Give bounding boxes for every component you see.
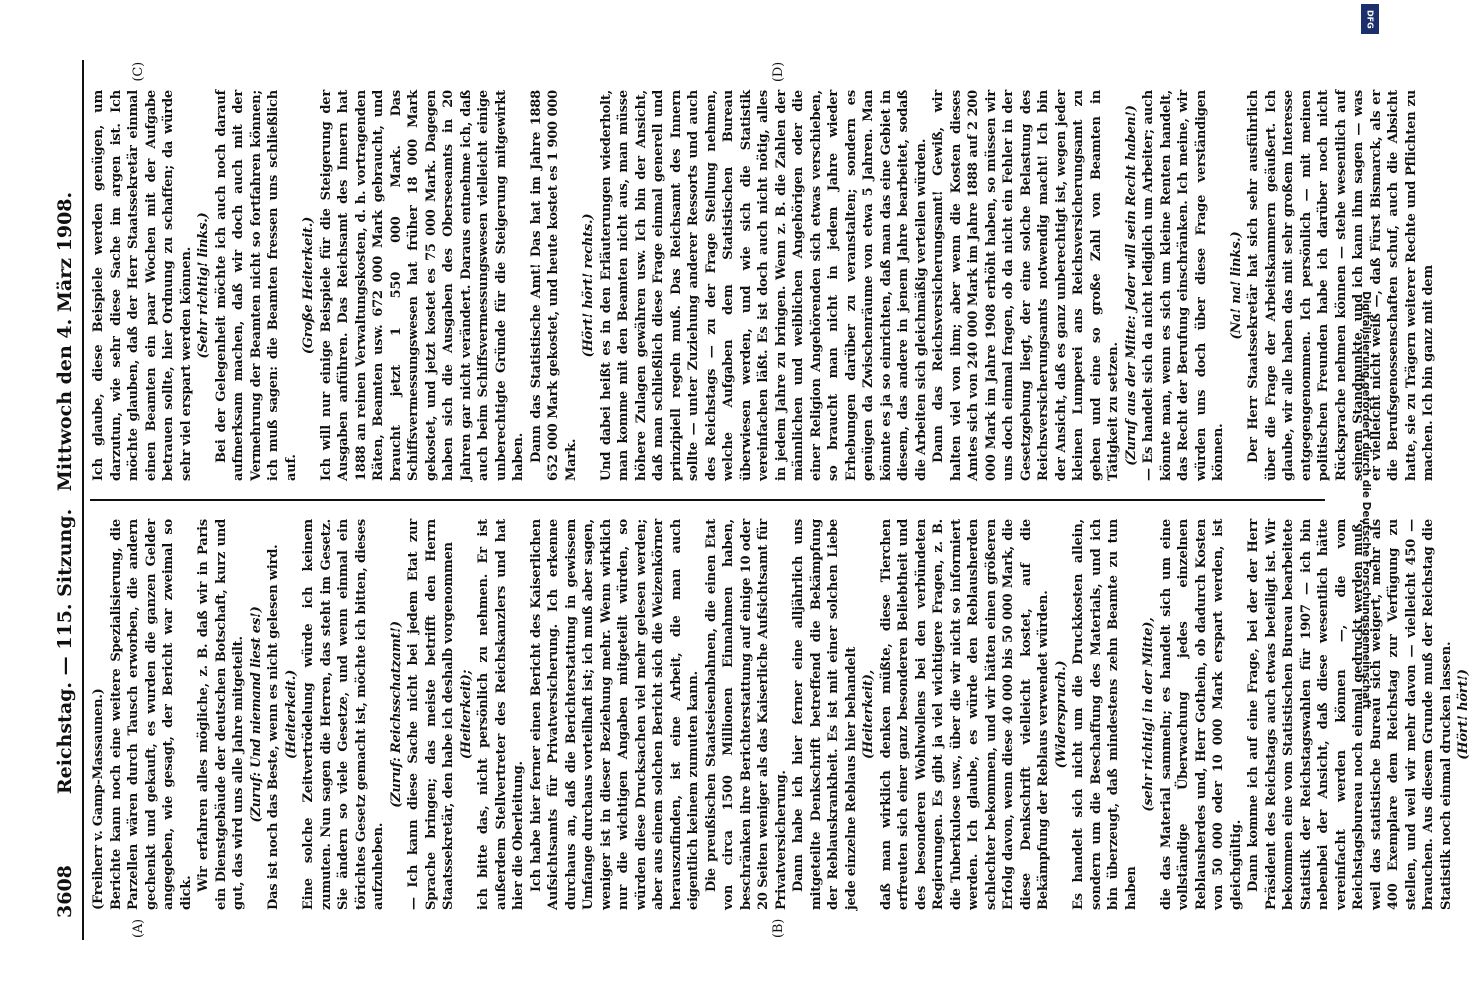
paragraph: die das Material sammeln; es handelt sich um eine vollständige Überwachung jedes einzelnen Reblausherdes und, Herr Gothein, ob dadurch Kosten von 50 000 oder 10 000 Mark erspart werden, ist gleichgültig. bbox=[1158, 519, 1244, 910]
paragraph: (Freiherr v. Gamp-Massaunen.) bbox=[91, 688, 106, 910]
paragraph: daß man wirklich denken müßte, diese Tierchen erfreuten sich einer ganz besonderen Beliebtheit und des besonderen Wohlwollens bei den verbündeten Regierungen. Es gibt ja viel wichtigere Fragen, z. B. die Tuberkulose usw., über die wir nicht so informiert werden. Ich glaube, es würde den Reblausherden schlechter bekommen, und wir hätten einen größeren Erfolg davon, wenn diese 40 000 bis 50 000 Mark, die diese Denkschrift vielleicht kostet, auf die Bekämpfung der Reblaus verwendet würden. bbox=[878, 519, 1051, 910]
interjection: (Heiterkeit); bbox=[458, 669, 474, 760]
paragraph: Dann komme ich auf eine Frage, bei der der Herr Präsident des Reichstags auch etwas beteiligt ist. Wir bekommen eine vom Statistischen Bureau bearbeitete Statistik der Reichstagswahlen für 1907 — ich bin nebenbei der Ansicht, daß diese wesentlich hätte vereinfacht werden können —, die vom Reichstagsbureau noch einmal gedruckt werden muß, weil das statistische Bureau sich weigert, mehr als 400 Exemplare dem Reichstag zur Verfügung zu stellen, und weil wir mehr davon — vielleicht 450 — brauchen. Aus diesem Grunde muß der Reichstag die Statistik noch einmal drucken lassen. bbox=[1246, 519, 1454, 910]
paragraph: Bei der Gelegenheit möchte ich auch noch darauf aufmerksam machen, daß wir doch auch mit der Vermehrung der Beamten nicht so fortfahren können; ich muß sagen: die Beamten fressen uns schließlich auf. bbox=[213, 90, 299, 481]
interjection: (Hört! hört! rechts.) bbox=[581, 213, 596, 358]
paragraph: ich bitte das, nicht persönlich zu nehmen. Er ist außerdem Stellvertreter des Reichskanzlers und hat hier die Oberleitung. bbox=[476, 519, 526, 910]
interjection: (Sehr richtig! links.) bbox=[196, 212, 211, 359]
date-label: Mittwoch den 4. März 1908. bbox=[54, 191, 76, 492]
interjection: (Heiterkeit), bbox=[861, 669, 876, 760]
paragraph: Der Herr Staatssekretär hat sich sehr ausführlich über die Frage der Arbeitskammern geäußert. Ich glaube, wir alle haben das mit sehr großem Interesse entgegengenommen. Ich persönlich — mit meinen politischen Freunden habe ich darüber noch nicht Rücksprache nehmen können — stehe wesentlich auf seinem Standpunkte, und ich kann ihm sagen — was er vielleicht nicht weiß —, daß Fürst Bismarck, als er die Berufsgenossenschaften schuf, auch die Absicht hatte, sie zu Trägern weiterer Rechte und Pflichten zu machen. Ich bin ganz mit dem bbox=[1246, 90, 1436, 481]
credit-text: Digitalisierung gefördert durch die Deutsche Forschungsgemeinschaft bbox=[1360, 291, 1372, 709]
paragraph: Ich will nur einige Beispiele für die Steigerung der Ausgaben anführen. Das Reichsamt des Innern hat 1888 an reinen Verwaltungskosten, d. h. vortragenden Räten, Beamten usw. 672 000 Mark gebraucht, und braucht jetzt 1 550 000 Mark. Das Schiffsvermessungswesen hat früher 18 000 Mark gekostet, und jetzt kostet es 75 000 Mark. Dagegen haben sich die Ausgaben des Oberseeamts in 20 Jahren gar nicht verändert. Daraus entnehme ich, daß auch beim Schiffsvermessungswesen vielleicht einige unberechtigte Gründe für die Steigerung mitgewirkt haben. bbox=[318, 90, 526, 481]
paragraph: — Es handelt sich da nicht lediglich um Arbeiter; auch könnte man, wenn es sich um kleine Renten handelt, das Recht der Berufung einschränken. Ich meine, wir würden uns doch über diese Frage verständigen können. bbox=[1141, 90, 1226, 481]
digitization-credit bbox=[1357, 8, 1379, 992]
paragraph: Ich habe hier ferner einen Bericht des Kaiserlichen Aufsichtsamts für Privatversicherung. Ich erkenne durchaus an, daß die Berichterstattung in gewissem Umfange durchaus vorteilhaft ist; ich muß aber sagen, weniger ist in dieser Beziehung mehr. Wenn wirklich nur die wichtigen Angaben mitgeteilt würden, so würden diese Drucksachen viel mehr gelesen werden; aber aus einem solchen Bericht sich die Weizenkörner herauszufinden, ist eine Arbeit, die man auch eigentlich keinem zumuten kann. bbox=[528, 519, 701, 910]
paragraph: Berichte kann noch eine weitere Spezialisierung, die Parzellen wären durch Tausch erworben, die andern gechenkt und gekauft, es wurden die ganzen Gelder angegeben, wie gesagt, der Bericht war zweimal so dick. bbox=[108, 519, 194, 910]
paragraph: Es handelt sich nicht um die Druckkosten allein, sondern um die Beschaffung des Materials, und ich bin überzeugt, daß mindestens zehn Beamte zu tun haben bbox=[1071, 519, 1139, 910]
interjection: (Große Heiterkeit.) bbox=[301, 216, 316, 355]
paragraph: — Ich kann diese Sache nicht bei jedem Etat zur Sprache bringen; das meiste betrifft den Herrn Staatssekretär, den habe ich deshalb vorgenommen bbox=[406, 519, 456, 910]
paragraph: Ich glaube, diese Beispiele werden genügen, um darzutun, wie sehr diese Sache im argen ist. Ich möchte glauben, daß der Herr Staatssekretär einmal einen Beamten ein paar Wochen mit der Aufgabe betrauen sollte, hier Ordnung zu schaffen; da würde sehr viel erspart werden können. bbox=[91, 90, 194, 481]
paragraph: Und dabei heißt es in den Erläuterungen wiederholt, man komme mit den Beamten nicht aus, man müsse höhere Zulagen gewähren usw. Ich bin der Ansicht, daß man schließlich diese Frage einmal generell und prinzipiell regeln muß. Das Reichsamt des Innern sollte — unter Zuziehung anderer Ressorts und auch des Reichstags — zu der Frage Stellung nehmen, welche Aufgaben dem Statistischen Bureau überwiesen werden, und wie sich die Statistik vereinfachen läßt. Es ist doch auch nicht nötig, alles in jedem Jahre zu bringen. Wenn z. B. die Zahlen der männlichen und weiblichen Angehörigen oder die einer Religion Angehörenden sich etwas verschieben, so braucht man nicht in jedem Jahre wieder Erhebungen darüber zu veranstalten; sondern es genügen da Zwischenräume von etwa 5 Jahren. Man könnte es ja so einrichten, daß man das eine Gebiet in diesem, das andere in jenem Jahre bearbeitet, sodaß die Arbeiten sich gleichmäßig verteilen würden. bbox=[598, 90, 929, 481]
dfg-logo: DFG bbox=[1361, 4, 1379, 34]
interjection: (Widerspruch.) bbox=[1053, 660, 1069, 769]
interjection: (Heiterkeit.) bbox=[283, 669, 299, 760]
marker-c: (C) bbox=[131, 62, 146, 82]
paragraph: Dann habe ich hier ferner eine alljährlich uns mitgeteilte Denkschrift betreffend die Bekämpfung der Reblauskrankheit. Es ist mit einer solchen Liebe jede einzelne Reblaus hier behandelt bbox=[791, 519, 859, 910]
paragraph: Wir erfahren alles mögliche, z. B. daß wir in Paris ein Dienstgebäude der deutschen Botschaft, kurz und gut, das wird uns alle Jahre mitgeteilt. bbox=[196, 519, 246, 910]
header-rule bbox=[82, 60, 84, 940]
left-column bbox=[90, 501, 1471, 940]
session-title bbox=[52, 60, 78, 940]
interjection: (Zuruf: Und niemand liest es!) bbox=[248, 606, 264, 823]
interjection: (Zuruf: Reichsschatzamt!) bbox=[388, 621, 404, 808]
interjection: (Zuruf aus der Mitte: Jeder will sein Recht haben!) bbox=[1123, 105, 1139, 466]
session-label: Reichstag. — 115. Sitzung. bbox=[54, 508, 76, 795]
paragraph: Das ist noch das Beste, wenn es nicht gelesen wird. bbox=[266, 544, 281, 910]
marker-d: (D) bbox=[771, 62, 786, 82]
interjection: (Hört! hört!) bbox=[1456, 669, 1471, 760]
paragraph: Dann das Reichsversicherungsamt! Gewiß, wir halten viel von ihm; aber wenn die Kosten dieses Amtes sich von 240 000 Mark im Jahre 1888 auf 2 200 000 Mark im Jahre 1908 erhöht haben, so müssen wir uns doch einmal fragen, ob da nicht ein Fehler in der Gesetzgebung liegt, der eine solche Belastung des Reichsversicherungsamts notwendig macht! Ich bin der Ansicht, daß es ganz unberechtigt ist, wegen jeder kleinen Lumperei ans Reichsversicherungsamt zu gehen und eine so große Zahl von Beamten in Tätigkeit zu setzen. bbox=[931, 90, 1121, 481]
interjection: (sehr richtig! in der Mitte), bbox=[1141, 617, 1156, 812]
page-number: 3608 bbox=[54, 865, 76, 918]
marker-a: (A) bbox=[131, 919, 146, 938]
page-header bbox=[52, 60, 78, 940]
interjection: (Na! na! links.) bbox=[1228, 231, 1244, 340]
paragraph: Die preußischen Staatseisenbahnen, die einen Etat von circa 1500 Millionen Einnahmen haben, beschränken ihre Berichterstattung auf einige 10 oder 20 Seiten weniger als das Kaiserliche Aufsichtsamt für Privatversicherung. bbox=[703, 519, 789, 910]
marker-b: (B) bbox=[771, 918, 786, 938]
paragraph: Eine solche Zeitvertrödelung würde ich keinem zumuten. Nun sagen die Herren, das steht im Gesetz. Sie ändern so viele Gesetze, und wenn einmal ein törichtes Gesetz gemacht ist, möchte ich bitten, dieses aufzuheben. bbox=[301, 519, 386, 910]
paragraph: Dann das Statistische Amt! Das hat im Jahre 1888 652 000 Mark gekostet, und heute kostet es 1 900 000 Mark. bbox=[528, 90, 579, 481]
